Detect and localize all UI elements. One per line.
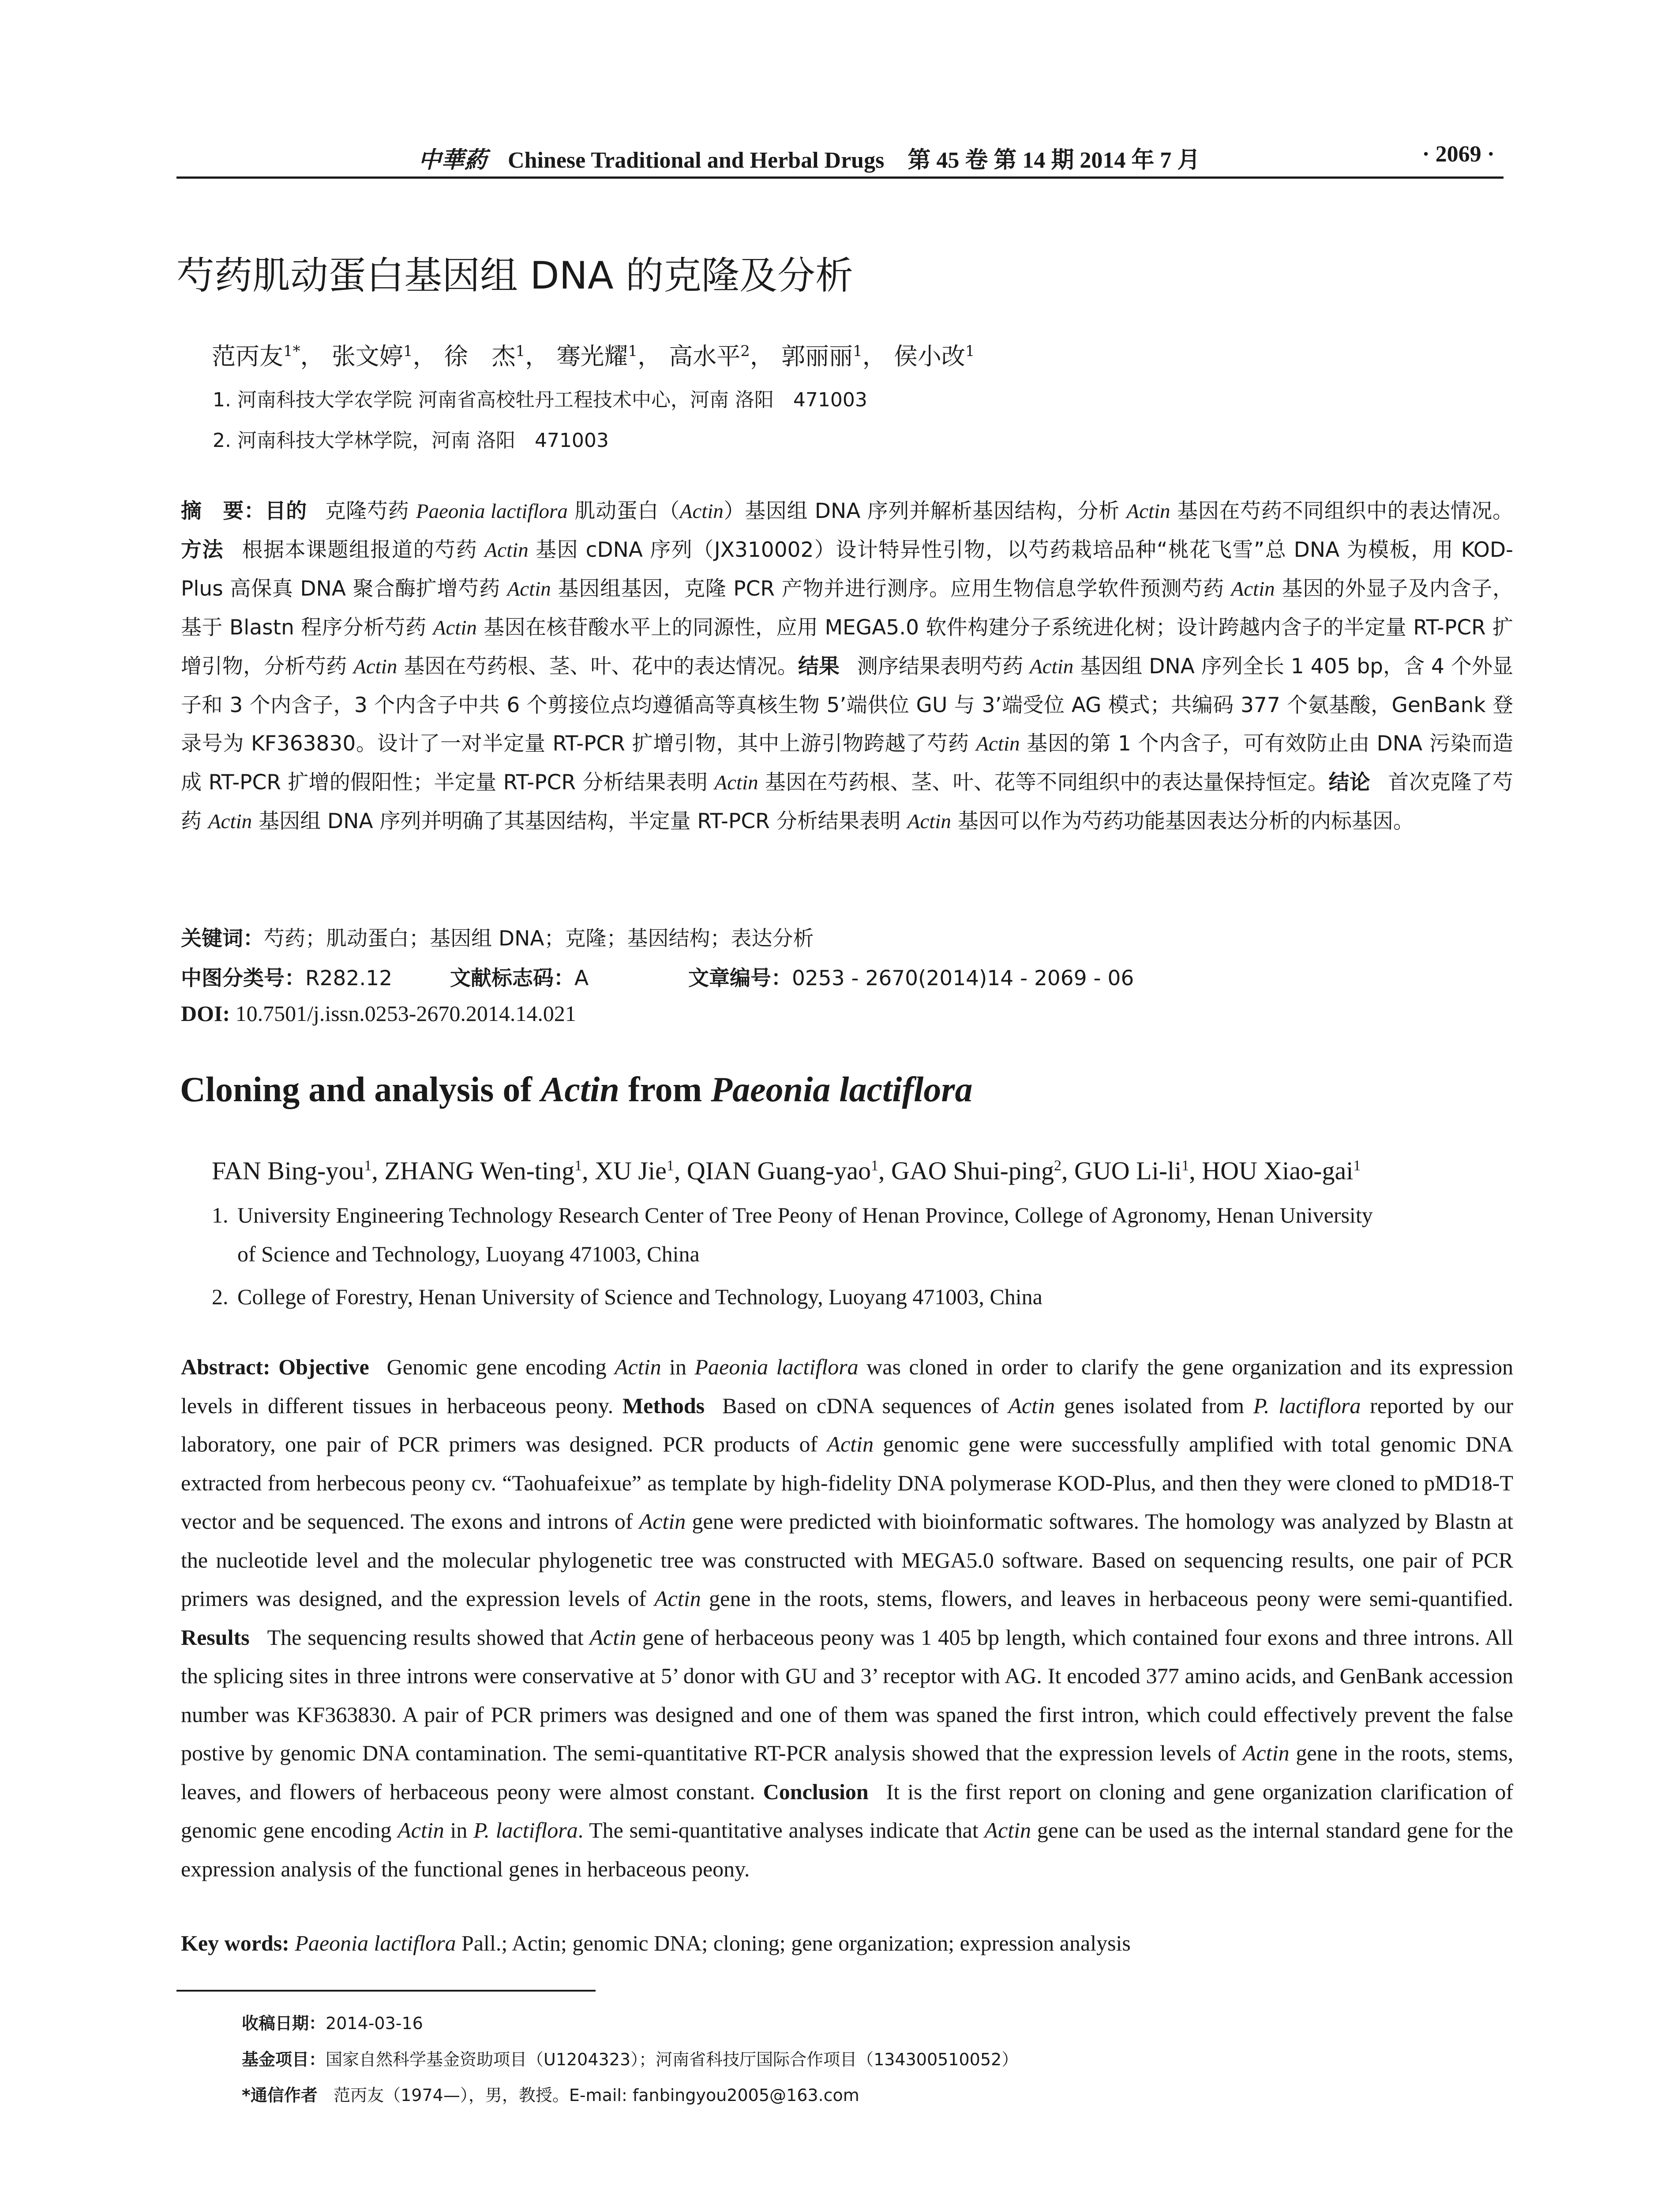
abstract-cn-text: 根据本课题组报道的芍药 [241, 538, 485, 562]
running-header [176, 141, 1504, 179]
abstract-en-text: Based on cDNA sequences of [722, 1393, 1009, 1418]
conclusion-en-label: Conclusion [763, 1779, 869, 1804]
gene-name: Actin [1231, 578, 1275, 600]
classification-row [181, 962, 1134, 991]
author-affil-mark: 1 [965, 342, 975, 360]
doi [181, 1001, 576, 1026]
corresponding-text: 范丙友（1974—），男，教授。E-mail: fanbingyou2005@163.com [334, 2086, 859, 2105]
corresponding-label: *通信作者 [242, 2086, 318, 2105]
gene-name: Actin [507, 578, 551, 600]
funding-text: 国家自然科学基金资助项目（U1204323）；河南省科技厅国际合作项目（134300510052） [326, 2050, 1019, 2069]
abstract-cn-label: 摘 要： [181, 499, 265, 523]
author-affil-mark: 1 [628, 342, 638, 360]
author-affil-mark: 2 [740, 342, 750, 360]
abstract-en-text: Genomic gene encoding [386, 1354, 615, 1379]
gene-name: Actin [208, 810, 252, 833]
author-cn: 高水平 [669, 342, 741, 370]
author-en: XU Jie [595, 1156, 667, 1185]
clc-label: 中图分类号： [181, 966, 305, 990]
author-cn: 侯小改 [893, 342, 965, 370]
footnote-divider [176, 1990, 596, 1992]
footnote-corresponding-author [242, 2082, 859, 2106]
received-date: 2014-03-16 [326, 2014, 423, 2033]
keywords-en [181, 1930, 1131, 1956]
abstract-en-text: genes isolated from [1054, 1393, 1253, 1418]
gene-name: Actin [976, 732, 1020, 755]
title-en-text: from [619, 1070, 711, 1109]
abstract-en-text: gene can be used as the internal standard gene for the expression analysis of the functional genes in herbaceous peony. [181, 1818, 1513, 1881]
gene-name: Actin [541, 1070, 619, 1109]
abstract-en-text: in [444, 1818, 474, 1842]
gene-name: Actin [639, 1509, 686, 1534]
keywords-cn-label: 关键词： [181, 927, 264, 951]
methods-cn-label: 方法 [181, 538, 224, 562]
gene-name: Actin [1008, 1393, 1055, 1418]
author-affil-mark: 1 [853, 342, 862, 360]
gene-name: Actin [827, 1432, 874, 1456]
affiliation-text: College of Forestry, Henan University of Science and Technology, Luoyang 471003, China [237, 1284, 1042, 1309]
journal-issue: 第 45 卷 第 14 期 2014 年 7 月 [908, 148, 1200, 173]
author-cn: 范丙友 [212, 342, 283, 370]
affiliation-text: University Engineering Technology Research Center of Tree Peony of Henan Province, College of Agronomy, Henan University [237, 1203, 1373, 1227]
abstract-cn-text: 基因组 DNA 序列并明确了其基因结构，半定量 RT-PCR 分析结果表明 [252, 809, 908, 833]
abstract-en-text: gene of herbaceous peony was 1 405 bp length, which contained four exons and three introns. All the splicing sites in three introns were conservative at 5’ donor with GU and 3’ receptor with AG. It encoded 377 amino acids, and GenBank accession number was KF363830. A pair of PCR primers was designed and one of them was spaned the first intron, which could effectively prevent the false postive by genomic DNA contamination. The semi-quantitative RT-PCR analysis showed that the expression levels of [181, 1624, 1513, 1765]
abstract-cn-text: 基因的外显子及内含子，基于 Blastn 程序分析芍药 [181, 577, 1513, 640]
abstract-cn-text: 基因在核苷酸水平上的同源性，应用 MEGA5.0 软件构建分子系统进化树；设计跨越内含子的半定量 RT-PCR 扩增引物，分析芍药 [181, 615, 1513, 679]
affiliation-en-1 [212, 1196, 1518, 1273]
doi-label: DOI: [181, 1001, 230, 1026]
gene-name: Actin [654, 1586, 701, 1611]
article-number-value: 0253 - 2670(2014)14 - 2069 - 06 [792, 966, 1134, 990]
species-name: Paeonia lactiflora [711, 1070, 973, 1109]
journal-info [418, 141, 1200, 174]
keywords-cn [181, 922, 814, 952]
doc-code-cell [450, 962, 688, 991]
abstract-cn-text: 基因可以作为芍药功能基因表达分析的内标基因。 [951, 809, 1414, 833]
abstract-cn-text: ）基因组 DNA 序列并解析基因结构，分析 [723, 499, 1127, 523]
author-en: HOU Xiao-gai [1202, 1156, 1354, 1185]
abstract-en-label: Abstract: Objective [181, 1354, 369, 1379]
abstract-cn-text: 基因组基因，克隆 PCR 产物并进行测序。应用生物信息学软件预测芍药 [551, 577, 1231, 601]
author-affil-mark: 1 [871, 1157, 879, 1174]
footnote-received [242, 2010, 423, 2034]
abstract-en-text: was cloned in order to clarify the gene organization and its expression levels in different tissues in herbaceous peony. [181, 1354, 1513, 1418]
page-number: · 2069 · [1422, 142, 1495, 167]
species-name: P. lactiflora [1253, 1393, 1361, 1418]
abstract-cn-text: 肌动蛋白（ [567, 499, 680, 523]
abstract-en-text: gene in the roots, stems, flowers, and leaves in herbaceous peony were semi-quantified. [701, 1586, 1513, 1611]
gene-name: Actin [714, 771, 758, 794]
species-name: Paeonia lactiflora [295, 1931, 456, 1955]
footnote-funding [242, 2046, 1018, 2070]
affiliation-number: 2. [212, 1284, 229, 1309]
author-cn: 郭丽丽 [781, 342, 853, 370]
gene-name: Actin [907, 810, 951, 833]
doc-code-label: 文献标志码： [450, 966, 574, 990]
conclusion-cn-label: 结论 [1328, 770, 1371, 795]
affiliation-cn-1: 1. 河南科技大学农学院 河南省高校牡丹工程技术中心，河南 洛阳 471003 [213, 389, 867, 411]
affiliation-number: 1. [212, 1203, 229, 1227]
affiliation-text-cont: of Science and Technology, Luoyang 471003, China [237, 1242, 700, 1266]
species-name: P. lactiflora [473, 1818, 578, 1842]
gene-name: Actin [353, 655, 398, 678]
gene-name: Actin [484, 539, 529, 562]
abstract-cn [181, 492, 1513, 841]
abstract-en-text: in [661, 1354, 695, 1379]
journal-name-en: Chinese Traditional and Herbal Drugs [508, 148, 885, 173]
article-number-cell [688, 962, 1134, 991]
results-en-label: Results [181, 1624, 250, 1650]
author-affil-mark: 1 [403, 342, 413, 360]
gene-name: Actin [1030, 655, 1074, 678]
authors-en: FAN Bing-you$^1$, ZHANG Wen-ting$^1$, XU Jie$^1$, QIAN Guang-yao$^1$, GAO Shui-ping$^2$, GUO $Li-li^1$, HOU Xiao-gai$^1$ [212, 1156, 1361, 1185]
species-name: Paeonia lactiflora [416, 500, 568, 523]
received-label: 收稿日期： [242, 2014, 326, 2033]
author-affil-mark: 1* [283, 342, 300, 360]
gene-name: Actin [615, 1354, 661, 1379]
abstract-en-text: It is the first report on cloning and gene organization clarification of genomic gene encoding [181, 1779, 1513, 1842]
funding-label: 基金项目： [242, 2050, 326, 2069]
results-cn-label: 结果 [798, 654, 840, 679]
affiliation-en-2 [212, 1277, 1518, 1316]
abstract-en-text: . The semi-quantitative analyses indicate that [578, 1818, 985, 1842]
objective-cn-label: 目的 [265, 499, 307, 523]
abstract-cn-text: 克隆芍药 [324, 499, 416, 523]
gene-name: Actin [398, 1818, 444, 1842]
authors-cn: 范丙友$^{1*}$， 张文婷$^1$， 徐 杰$^1$， 骞光耀$^1$， 高水平$^2$， 郭丽丽$^1$， 侯小改$^1$ [212, 342, 975, 370]
abstract-en [181, 1348, 1513, 1888]
gene-name: Actin [984, 1818, 1031, 1842]
affiliation-cn-2: 2. 河南科技大学林学院，河南 洛阳 471003 [213, 429, 609, 452]
author-affil-mark: 1 [1181, 1157, 1189, 1174]
doi-value: 10.7501/j.issn.0253-2670.2014.14.021 [230, 1001, 576, 1026]
author-en: GAO Shui-ping [891, 1156, 1054, 1185]
journal-logo-cn: 中華葯 [418, 147, 488, 173]
abstract-en-text: gene were predicted with bioinformatic softwares. The homology was analyzed by Blastn at the nucleotide level and the molecular phylogenetic tree was constructed with MEGA5.0 software. Based on sequencing results, one pair of PCR primers was designed, and the expression levels of [181, 1509, 1514, 1611]
gene-name: Actin [1126, 500, 1170, 523]
abstract-cn-text: 基因在芍药根、茎、叶、花中的表达情况。 [397, 654, 798, 679]
abstract-cn-text: 基因在芍药根、茎、叶、花等不同组织中的表达量保持恒定。 [758, 770, 1329, 795]
abstract-cn-text: 首次克隆了芍药 [181, 770, 1514, 833]
species-name: Paeonia lactiflora [694, 1354, 859, 1379]
abstract-cn-text: 基因 cDNA 序列（JX310002）设计特异性引物，以芍药栽培品种“桃花飞雪”总 DNA 为模板，用 KOD-Plus 高保真 DNA 聚合酶扩增芍药 [181, 538, 1513, 601]
abstract-cn-text: 测序结果表明芍药 [857, 654, 1030, 679]
gene-name: Actin [589, 1624, 637, 1650]
title-en-text: Cloning and analysis of [180, 1070, 541, 1109]
abstract-cn-text: 基因在芍药不同组织中的表达情况。 [1170, 499, 1514, 523]
author-affil-mark: 1 [515, 342, 525, 360]
author-affil-mark: 1 [364, 1157, 372, 1174]
author-en: FAN Bing-you [212, 1156, 364, 1185]
author-affil-mark: 1 [666, 1157, 674, 1174]
abstract-cn-text: 基因组 DNA 序列全长 1 405 bp，含 4 个外显子和 3 个内含子，3 个内含子中共 6 个剪接位点均遵循高等真核生物 5’端供位 GU 与 3’端受位 AG 模式；共编码 377 个氨基酸，GenBank 登录号为 KF363830。设计了一对半定量 RT-PCR 扩增引物，其中上游引物跨越了芍药 [181, 654, 1513, 756]
author-cn: 张文婷 [331, 342, 403, 370]
author-en: ZHANG Wen-ting [384, 1156, 575, 1185]
abstract-en-text: genomic gene were successfully amplified with total genomic DNA extracted from herbecous peony cv. “Taohuafeixue” as template by high-fidelity DNA polymerase KOD-Plus, and then they were cloned to pMD18-T vector and be sequenced. The exons and introns of [181, 1432, 1514, 1534]
abstract-en-text: The sequencing results showed that [267, 1624, 590, 1650]
gene-name: Actin [679, 500, 724, 523]
author-cn: 骞光耀 [556, 342, 628, 370]
author-en: QIAN Guang-yao [686, 1156, 871, 1185]
article-number-label: 文章编号： [688, 966, 792, 990]
title-en [180, 1070, 972, 1110]
title-cn: 芍药肌动蛋白基因组 DNA 的克隆及分析 [176, 254, 854, 298]
doc-code-value: A [574, 966, 589, 990]
gene-name: Actin [1242, 1741, 1290, 1765]
abstract-en-text: reported by our laboratory, one pair of PCR primers was designed. PCR products of [181, 1393, 1513, 1456]
abstract-en-text: gene in the roots, stems, leaves, and flowers of herbaceous peony were almost constant. [181, 1741, 1513, 1804]
author-affil-mark: 1 [574, 1157, 582, 1174]
author-affil-mark: 2 [1054, 1157, 1061, 1174]
author-affil-mark: 1 [1353, 1157, 1361, 1174]
author-cn: 徐 杰 [444, 342, 516, 370]
keywords-cn-text: 芍药；肌动蛋白；基因组 DNA；克隆；基因结构；表达分析 [264, 927, 814, 951]
methods-en-label: Methods [622, 1393, 705, 1418]
clc-cell [181, 962, 450, 991]
abstract-cn-text: 基因的第 1 个内含子，可有效防止由 DNA 污染而造成 RT-PCR 扩增的假阳性；半定量 RT-PCR 分析结果表明 [181, 732, 1513, 795]
keywords-en-text: Pall.; Actin; genomic DNA; cloning; gene organization; expression analysis [456, 1931, 1131, 1955]
gene-name: Actin [433, 616, 477, 639]
author-en: GUO Li-li [1074, 1156, 1182, 1185]
keywords-en-label: Key words: [181, 1931, 289, 1955]
clc-value: R282.12 [305, 966, 393, 990]
